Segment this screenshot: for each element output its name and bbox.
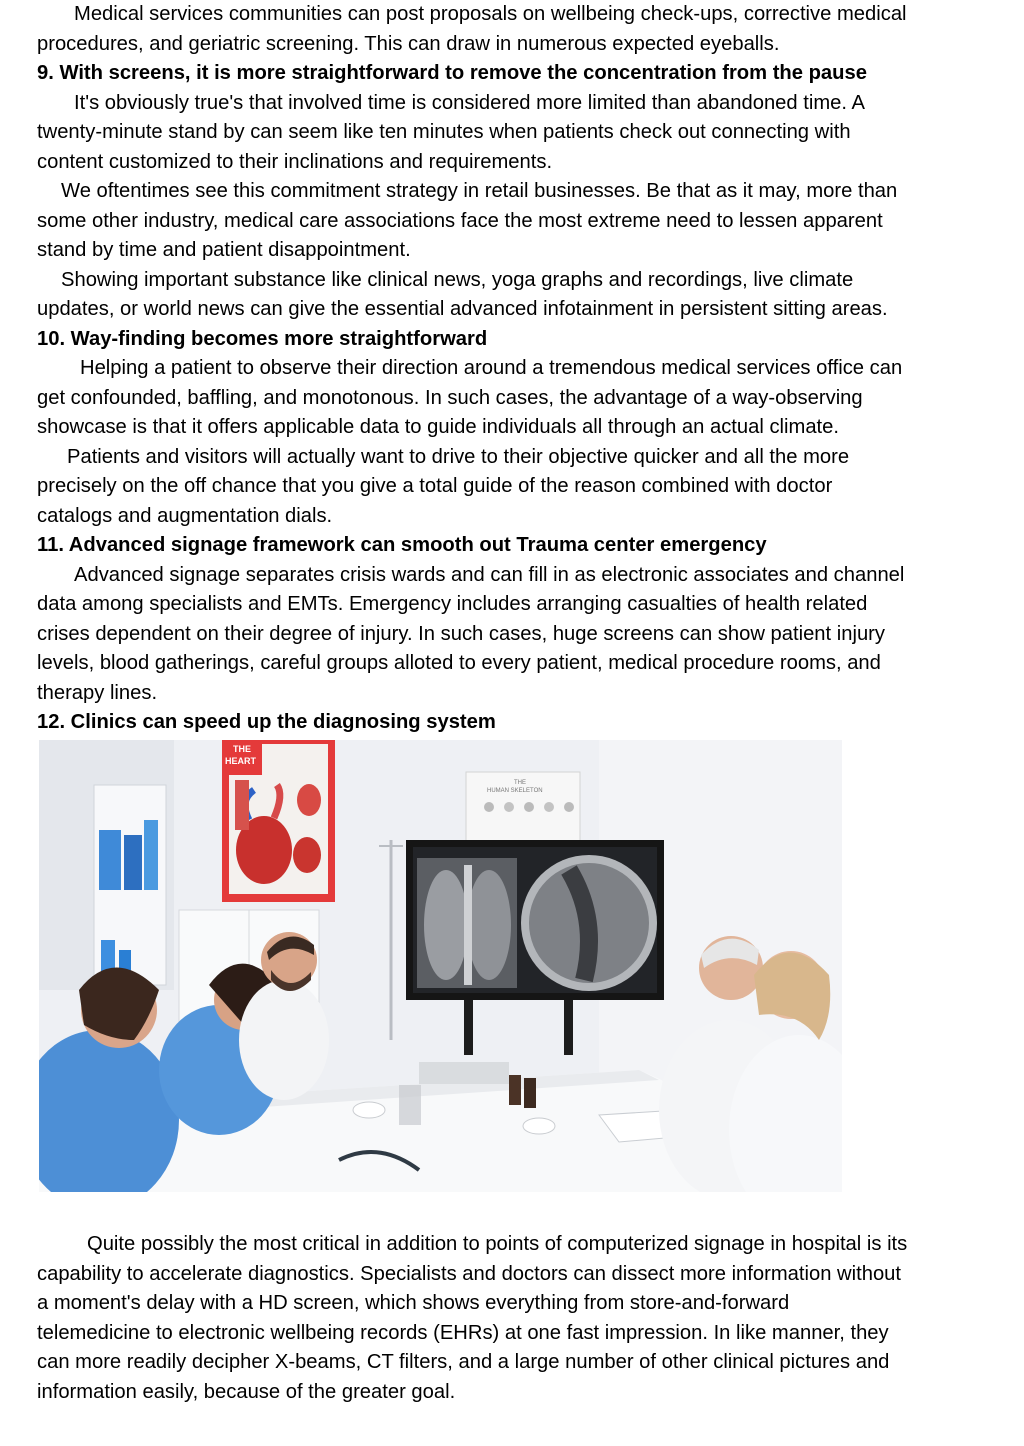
paragraph-line: levels, blood gatherings, careful groups alloted to every patient, medical procedure rooms, and [37, 652, 881, 674]
paragraph-line: Showing important substance like clinical news, yoga graphs and recordings, live climate [61, 268, 854, 291]
paragraph-line: some other industry, medical care associations face the most extreme need to lessen apparent [37, 209, 883, 232]
paragraph-line: information easily, because of the greater goal. [37, 1380, 456, 1403]
paragraph-line: get confounded, baffling, and monotonous. In such cases, the advantage of a way-observing [37, 386, 863, 409]
paragraph-line: Advanced signage separates crisis wards and can fill in as electronic associates and channel [74, 563, 905, 586]
section-heading-11: 11. Advanced signage framework can smooth out Trauma center emergency [37, 534, 767, 556]
paragraph-line: Patients and visitors will actually want to drive to their objective quicker and all the more [67, 445, 850, 468]
paragraph-line: can more readily decipher X-beams, CT filters, and a large number of other clinical pictures and [37, 1351, 890, 1373]
paragraph-line: data among specialists and EMTs. Emergency includes arranging casualties of health related [37, 593, 868, 615]
paragraph-line: therapy lines. [37, 681, 158, 704]
paragraph-line: a moment's delay with a HD screen, which shows everything from store-and-forward [37, 1292, 790, 1314]
section-heading-9: 9. With screens, it is more straightforward to remove the concentration from the pause [37, 62, 867, 84]
paragraph-line: twenty-minute stand by can seem like ten minutes when patients check out connecting with [37, 121, 851, 143]
paragraph-line: Quite possibly the most critical in addition to points of computerized signage in hospital is its [87, 1233, 908, 1255]
section-heading-12: 12. Clinics can speed up the diagnosing system [37, 711, 496, 733]
paragraph-line: updates, or world news can give the essential advanced infotainment in persistent sitting areas. [37, 298, 888, 320]
paragraph-line: Medical services communities can post proposals on wellbeing check-ups, corrective medical [74, 3, 907, 25]
heart-poster [222, 740, 335, 902]
heart-poster-title-line2: HEART [225, 756, 256, 766]
skeleton-poster-title-line1: THE [514, 780, 526, 786]
paragraph-line: catalogs and augmentation dials. [37, 504, 333, 527]
paragraph-line: We oftentimes see this commitment strategy in retail businesses. Be that as it may, more than [61, 180, 898, 202]
heart-poster-title-line1: THE [233, 744, 251, 754]
paragraph-line: capability to accelerate diagnostics. Specialists and doctors can dissect more information without [37, 1262, 902, 1285]
paragraph-line: stand by time and patient disappointment. [37, 239, 411, 261]
skeleton-poster [466, 772, 580, 847]
paragraph-line: crises dependent on their degree of injury. In such cases, huge screens can show patient injury [37, 622, 885, 645]
paragraph-line: showcase is that it offers applicable data to guide individuals all through an actual climate. [37, 416, 839, 438]
section-heading-10: 10. Way-finding becomes more straightforward [37, 327, 488, 350]
clinic-meeting-photo [39, 740, 842, 1192]
article-body-continued [37, 1230, 1007, 1407]
paragraph-line: content customized to their inclinations and requirements. [37, 150, 553, 173]
paragraph-line: It's obviously true's that involved time is considered more limited than abandoned time. A [74, 91, 865, 114]
paragraph-line: Helping a patient to observe their direction around a tremendous medical services office can [80, 357, 903, 379]
skeleton-poster-title-line2: HUMAN SKELETON [487, 788, 543, 794]
article-body [37, 0, 1007, 738]
paragraph-line: precisely on the off chance that you give a total guide of the reason combined with doctor [37, 475, 833, 497]
paragraph-line: telemedicine to electronic wellbeing records (EHRs) at one fast impression. In like manner, they [37, 1321, 889, 1344]
paragraph-line: procedures, and geriatric screening. This can draw in numerous expected eyeballs. [37, 32, 780, 55]
